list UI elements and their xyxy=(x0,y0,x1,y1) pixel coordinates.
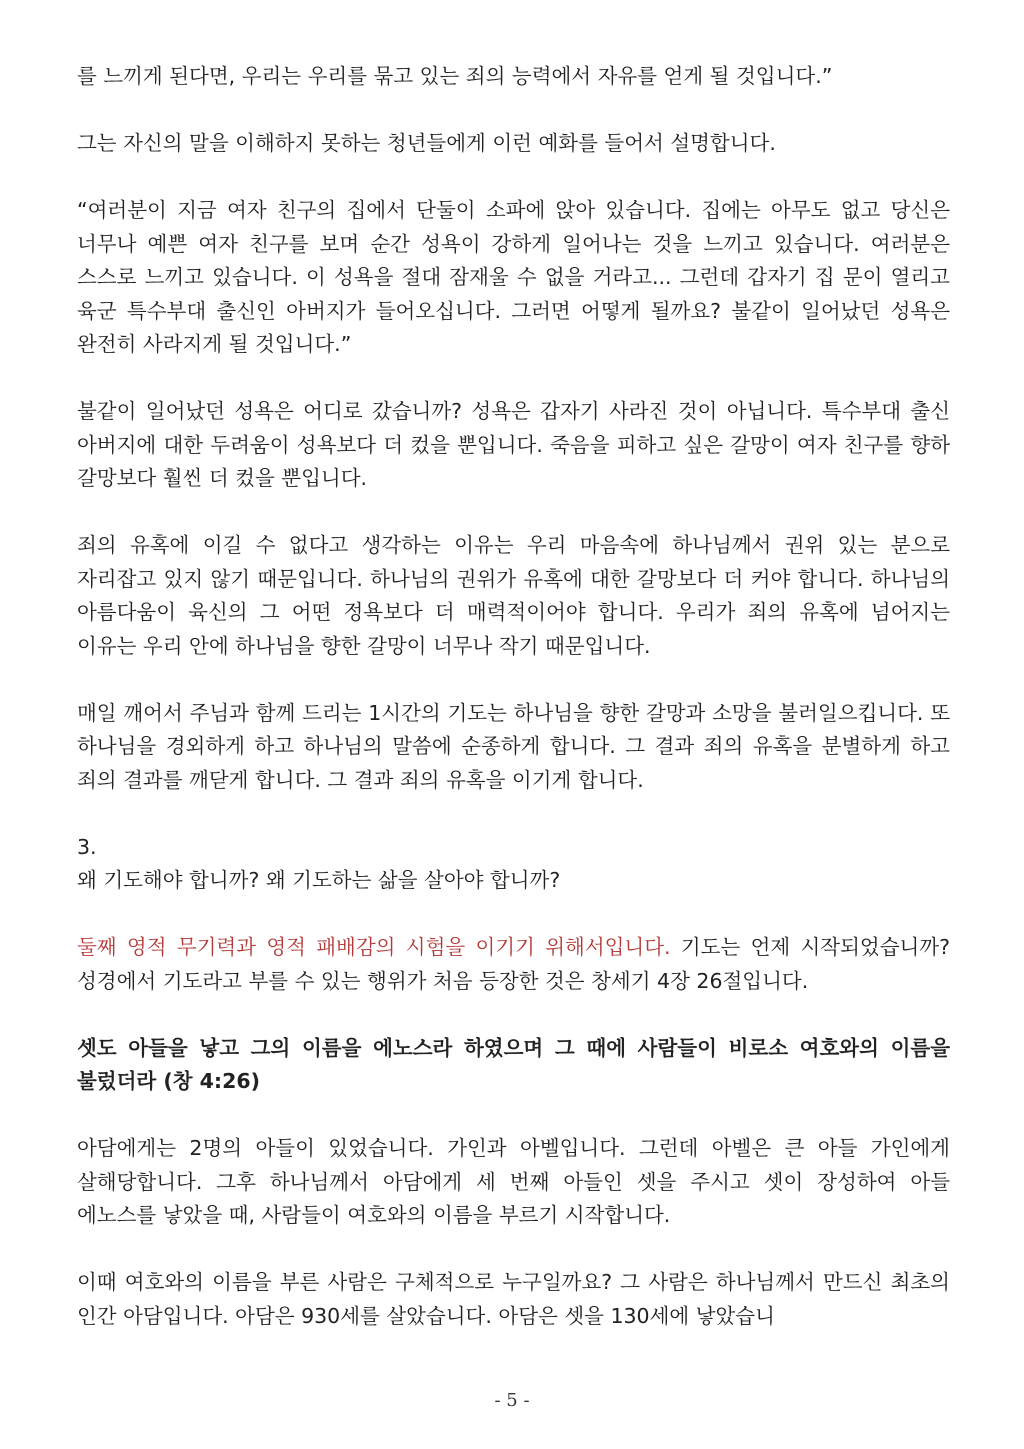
paragraph-3: “여러분이 지금 여자 친구의 집에서 단둘이 소파에 앉아 있습니다. 집에는 아무도 없고 당신은 너무나 예쁜 여자 친구를 보며 순간 성욕이 강하게 일어나는 것을 느끼고 있습니다. 여러분은 스스로 느끼고 있습니다. 이 성욕을 절대 잠재울 수 없을 거라고... 그런데 갑자기 집 문이 열리고 육군 특수부대 출신인 아버지가 들어오십니다. 그러면 어떻게 될까요? 불같이 일어났던 성욕은 완전히 사라지게 될 것입니다.” xyxy=(77,198,950,356)
paragraph-6: 매일 깨어서 주님과 함께 드리는 1시간의 기도는 하나님을 향한 갈망과 소망을 불러일으킵니다. 또 하나님을 경외하게 하고 하나님의 말씀에 순종하게 합니다. 그 결과 죄의 유혹을 분별하게 하고 죄의 결과를 깨닫게 합니다. 그 결과 죄의 유혹을 이기게 합니다. xyxy=(77,700,950,792)
page-number: - 5 - xyxy=(494,1390,530,1411)
paragraph-7 xyxy=(77,931,950,998)
scripture-verse: 셋도 아들을 낳고 그의 이름을 에노스라 하였으며 그 때에 사람들이 비로소 여호와의 이름을 불렀더라 (창 4:26) xyxy=(77,1035,950,1093)
paragraph-2: 그는 자신의 말을 이해하지 못하는 청년들에게 이런 예화를 들어서 설명합니다. xyxy=(77,131,776,155)
paragraph-9: 이때 여호와의 이름을 부른 사람은 구체적으로 누구일까요? 그 사람은 하나님께서 만드신 최초의 인간 아담입니다. 아담은 930세를 살았습니다. 아담은 셋을 130세에 낳았습니 xyxy=(77,1270,950,1328)
section-question: 왜 기도해야 합니까? 왜 기도하는 삶을 살아야 합니까? xyxy=(77,868,561,892)
paragraph-4: 불같이 일어났던 성욕은 어디로 갔습니까? 성욕은 갑자기 사라진 것이 아닙니다. 특수부대 출신 아버지에 대한 두려움이 성욕보다 더 컸을 뿐입니다. 죽음을 피하고 싶은 갈망이 여자 친구를 향하 갈망보다 훨씬 더 컸을 뿐입니다. xyxy=(77,399,950,490)
paragraph-5: 죄의 유혹에 이길 수 없다고 생각하는 이유는 우리 마음속에 하나님께서 권위 있는 분으로 자리잡고 있지 않기 때문입니다. 하나님의 권위가 유혹에 대한 갈망보다 더 커야 합니다. 하나님의 아름다움이 육신의 그 어떤 정욕보다 더 매력적이어야 합니다. 우리가 죄의 유혹에 넘어지는 이유는 우리 안에 하나님을 향한 갈망이 너무나 작기 때문입니다. xyxy=(77,533,950,658)
paragraph-1: 를 느끼게 된다면, 우리는 우리를 묶고 있는 죄의 능력에서 자유를 얻게 될 것입니다.” xyxy=(77,64,833,88)
section-number: 3. xyxy=(77,834,97,859)
emphasis-text: 둘째 영적 무기력과 영적 패배감의 시험을 이기기 위해서입니다. xyxy=(77,935,671,959)
paragraph-7-rest: 기도는 언제 시작되었습니까? 성경에서 기도라고 부를 수 있는 행위가 처음 등장한 것은 창세기 4장 26절입니다. xyxy=(77,935,950,993)
paragraph-8: 아담에게는 2명의 아들이 있었습니다. 가인과 아벨입니다. 그런데 아벨은 큰 아들 가인에게 살해당합니다. 그후 하나님께서 아담에게 세 번째 아들인 셋을 주시고 셋이 장성하여 아들 에노스를 낳았을 때, 사람들이 여호와의 이름을 부르기 시작합니다. xyxy=(77,1136,950,1227)
